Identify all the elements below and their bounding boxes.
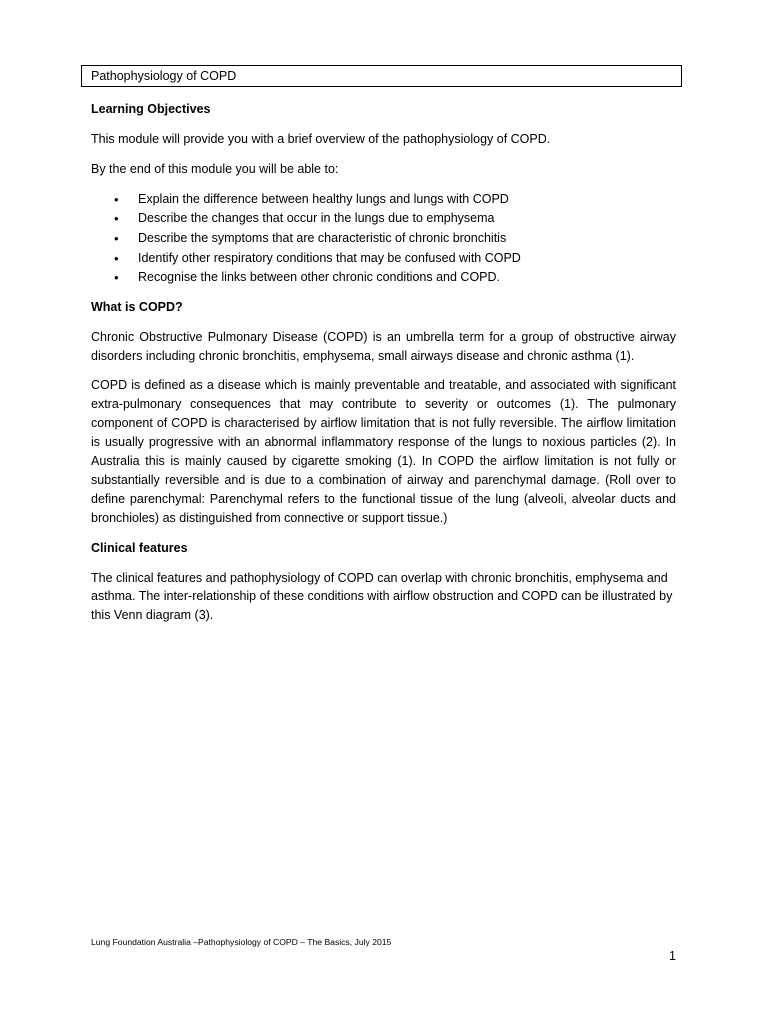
list-item [91,190,676,210]
document-title-box [81,65,682,87]
learning-objectives-lead-in: By the end of this module you will be able to: [91,161,339,176]
section-heading-clinical-features: Clinical features [91,540,188,555]
list-item [91,229,676,249]
learning-objectives-list [91,190,676,288]
list-item-text: Recognise the links between other chronic conditions and COPD. [138,270,501,285]
list-item [91,209,676,229]
bullet-icon: • [114,191,119,207]
list-item-text: Describe the symptoms that are characteristic of chronic bronchitis [138,230,507,245]
list-item [91,249,676,269]
page-number: 1 [669,949,676,963]
bullet-icon: • [114,250,119,266]
what-is-copd-paragraph-2: COPD is defined as a disease which is mainly preventable and treatable, and associated with significant extra-pulmonary consequences that may contribute to severity or outcomes (1). The pulmonary component of COPD is characterised by airflow limitation that is not fully reversible. The airflow limitation is usually progressive with an abnormal inflammatory response of the lungs to noxious particles (2). In Australia this is mainly caused by cigarette smoking (1). In COPD the airflow limitation is not fully or substantially reversible and is due to a combination of airway and parenchymal damage. (Roll over to define parenchymal: Parenchymal refers to the functional tissue of the lung (alveoli, alveolar ducts and bronchioles) as distinguished from connective or support tissue.) [91,378,676,525]
section-heading-what-is-copd: What is COPD? [91,299,183,314]
what-is-copd-paragraph-1: Chronic Obstructive Pulmonary Disease (COPD) is an umbrella term for a group of obstructive airway disorders including chronic bronchitis, emphysema, small airways disease and chronic asthma (1). [91,329,676,363]
list-item-text: Explain the difference between healthy lungs and lungs with COPD [138,191,509,206]
list-item-text: Identify other respiratory conditions that may be confused with COPD [138,250,521,265]
bullet-icon: • [114,270,119,286]
page-footer: Lung Foundation Australia –Pathophysiology of COPD – The Basics, July 2015 [91,937,392,947]
list-item-text: Describe the changes that occur in the lungs due to emphysema [138,211,495,226]
section-heading-learning-objectives: Learning Objectives [91,102,211,116]
bullet-icon: • [114,211,119,227]
clinical-features-paragraph-1: The clinical features and pathophysiology of COPD can overlap with chronic bronchitis, emphysema and asthma. The inter-relationship of these conditions with airflow obstruction and COPD can be illustrated by this Venn diagram (3). [91,570,673,623]
learning-objectives-intro: This module will provide you with a brief overview of the pathophysiology of COPD. [91,131,551,146]
list-item [91,268,676,288]
document-body [91,100,676,636]
bullet-icon: • [114,230,119,246]
document-title: Pathophysiology of COPD [91,69,237,83]
